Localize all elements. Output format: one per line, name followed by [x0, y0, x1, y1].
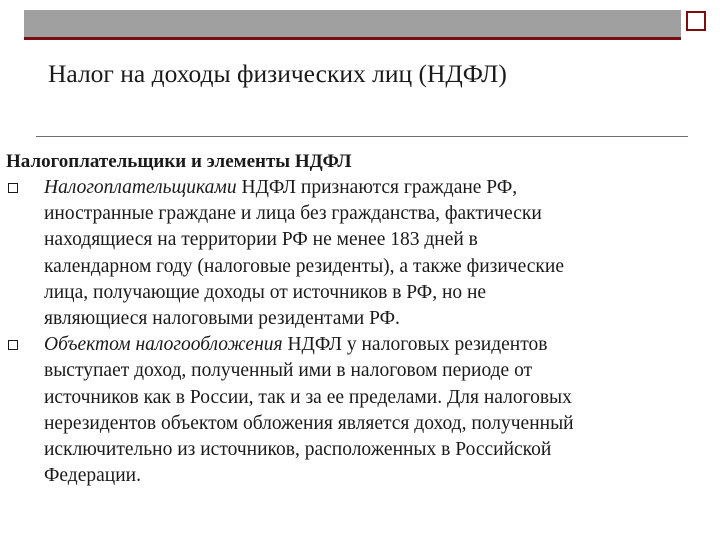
bullet-line: НДФЛ признаются граждане РФ,	[241, 177, 518, 198]
bullet-line: календарном году (налоговые резиденты), а также физические	[44, 255, 564, 277]
bullet-lead-term: Налогоплательщиками	[44, 177, 237, 198]
bullet-text	[44, 175, 704, 332]
bullet-lead-term: Объектом налогообложения	[44, 334, 283, 356]
bullet-list	[0, 175, 720, 489]
hollow-square-icon	[8, 183, 18, 193]
header-accent-line	[24, 37, 681, 40]
bullet-line: лица, получающие доходы от источников в РФ, но не	[44, 281, 487, 303]
page-title: Налог на доходы физических лиц (НДФЛ)	[48, 59, 507, 88]
bullet-item-taxpayers	[0, 175, 704, 332]
bullet-line: Федерации.	[44, 465, 141, 487]
bullet-line: являющиеся налоговыми резидентами РФ.	[44, 308, 400, 330]
bullet-line: исключительно из источников, расположенных в Российской	[44, 439, 552, 461]
bullet-line: нерезидентов объектом обложения является доход, полученный	[44, 412, 574, 434]
bullet-line: выступает доход, полученный ими в налоговом периоде от	[44, 360, 533, 382]
bullet-line: источников как в России, так и за ее пределами. Для налоговых	[44, 386, 572, 408]
corner-square-icon	[686, 11, 706, 31]
hollow-square-icon	[8, 340, 18, 350]
bullet-item-tax-object	[0, 332, 704, 489]
section-heading: Налогоплательщики и элементы НДФЛ	[6, 151, 352, 172]
bullet-line: НДФЛ у налоговых резидентов	[287, 334, 548, 356]
header-bar	[24, 10, 681, 37]
title-divider	[36, 136, 688, 137]
bullet-text	[44, 332, 704, 489]
bullet-line: иностранные граждане и лица без гражданства, фактически	[44, 203, 542, 225]
bullet-line: находящиеся на территории РФ не менее 183 дней в	[44, 229, 478, 251]
